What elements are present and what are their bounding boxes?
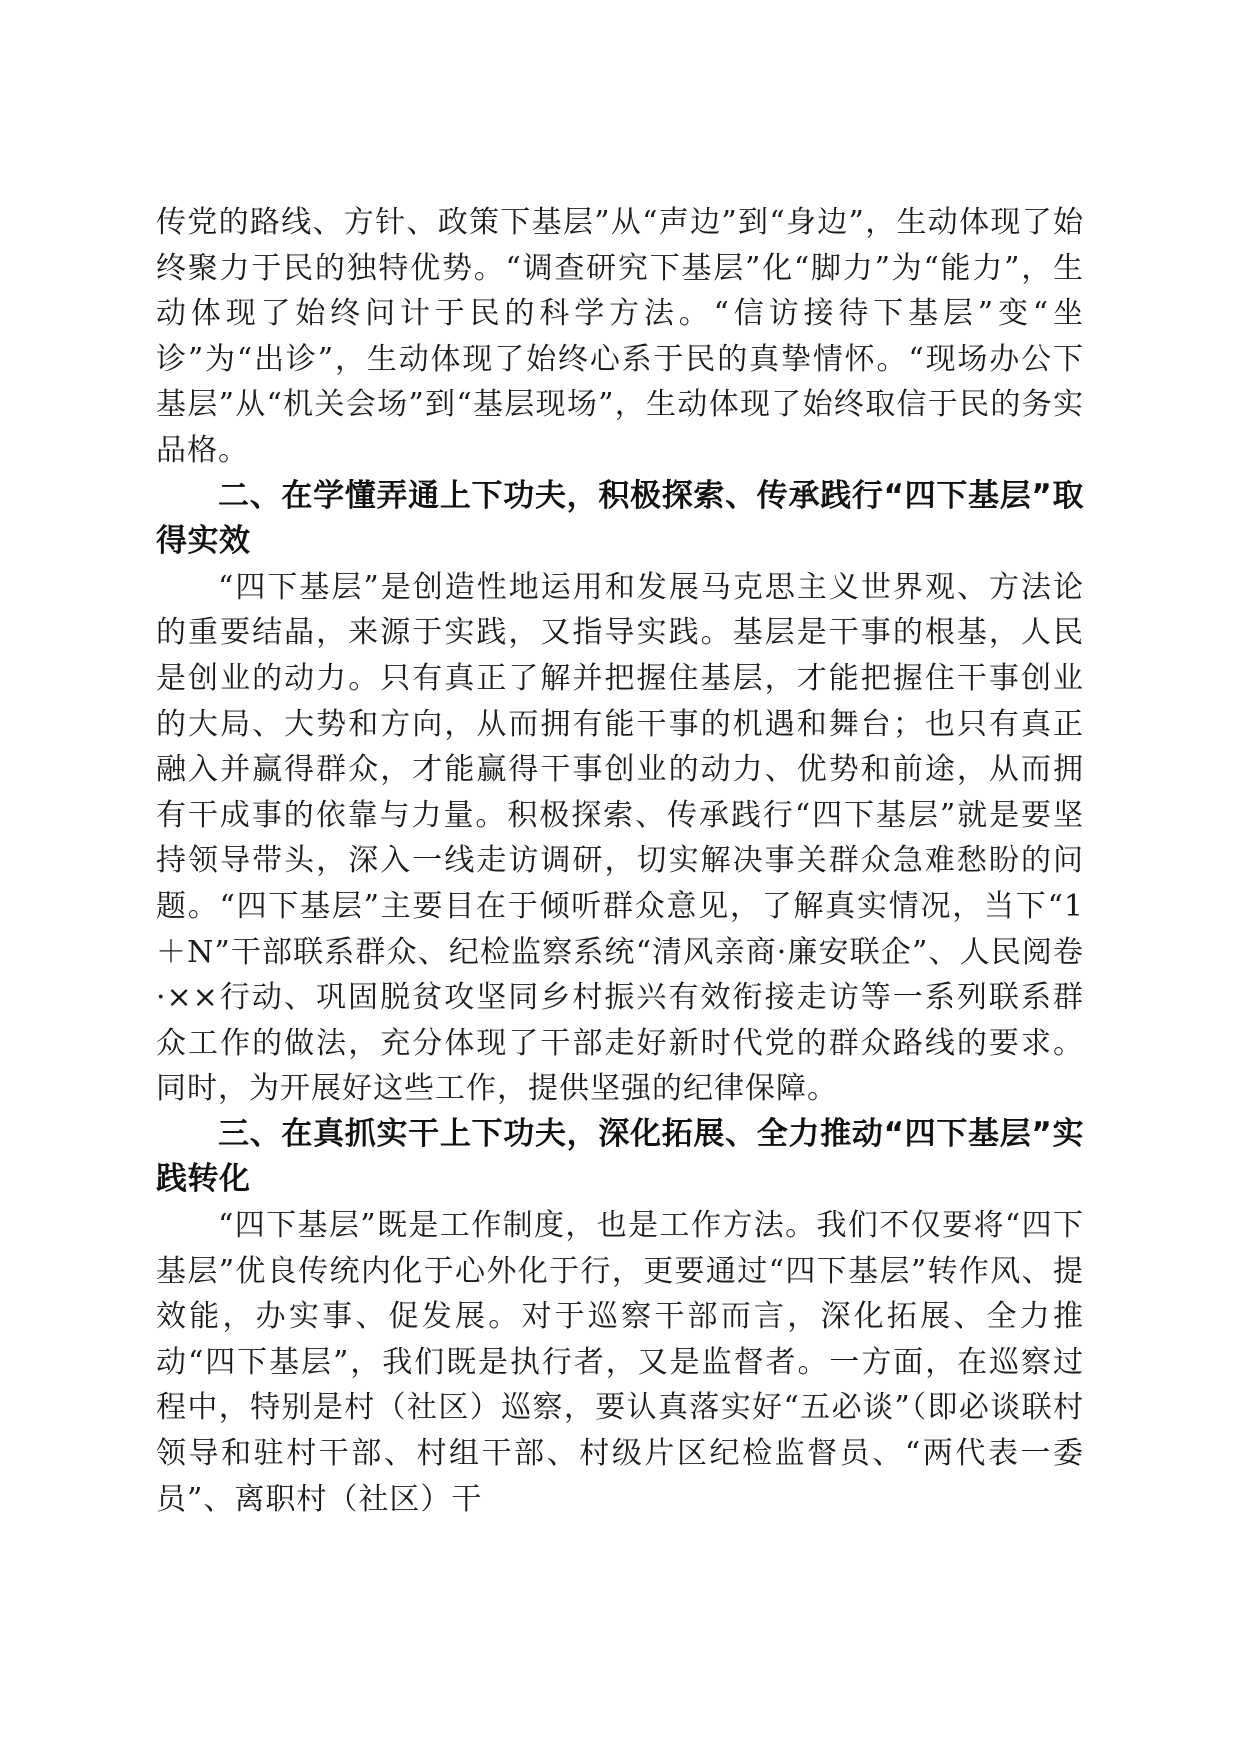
paragraph-continuation: 传党的路线、方针、政策下基层”从“声边”到“身边”，生动体现了始终聚力于民的独特优势。“调查研究下基层”化“脚力”为“能力”，生动体现了始终问计于民的科学方法。“信访接待下基层”变“坐诊”为“出诊”，生动体现了始终心系于民的真挚情怀。“现场办公下基层”从“机关会场”到“基层现场”，生动体现了始终取信于民的务实品格。 [156, 205, 1084, 468]
document-body [156, 200, 1084, 1522]
paragraph-section-3: “四下基层”既是工作制度，也是工作方法。我们不仅要将“四下基层”优良传统内化于心外化于行，更要通过“四下基层”转作风、提效能，办实事、促发展。对于巡察干部而言，深化拓展、全力推动“四下基层”，我们既是执行者，又是监督者。一方面，在巡察过程中，特别是村（社区）巡察，要认真落实好“五必谈”（即必谈联村领导和驻村干部、村组干部、村级片区纪检监督员、“两代表一委员”、离职村（社区）干 [156, 1208, 1084, 1517]
section-heading-3: 三、在真抓实干上下功夫，深化拓展、全力推动“四下基层”实践转化 [156, 1115, 1084, 1198]
section-heading-2: 二、在学懂弄通上下功夫，积极探索、传承践行“四下基层”取得实效 [156, 477, 1084, 560]
paragraph-section-2: “四下基层”是创造性地运用和发展马克思主义世界观、方法论的重要结晶，来源于实践，又指导实践。基层是干事的根基，人民是创业的动力。只有真正了解并把握住基层，才能把握住干事创业的大局、大势和方向，从而拥有能干事的机遇和舞台；也只有真正融入并赢得群众，才能赢得干事创业的动力、优势和前途，从而拥有干成事的依靠与力量。积极探索、传承践行“四下基层”就是要坚持领导带头，深入一线走访调研，切实解决事关群众急难愁盼的问题。“四下基层”主要目在于倾听群众意见，了解真实情况，当下“1＋N”干部联系群众、纪检监察系统“清风亲商·廉安联企”、人民阅卷·××行动、巩固脱贫攻坚同乡村振兴有效衔接走访等一系列联系群众工作的做法，充分体现了干部走好新时代党的群众路线的要求。同时，为开展好这些工作，提供坚强的纪律保障。 [156, 569, 1084, 1107]
